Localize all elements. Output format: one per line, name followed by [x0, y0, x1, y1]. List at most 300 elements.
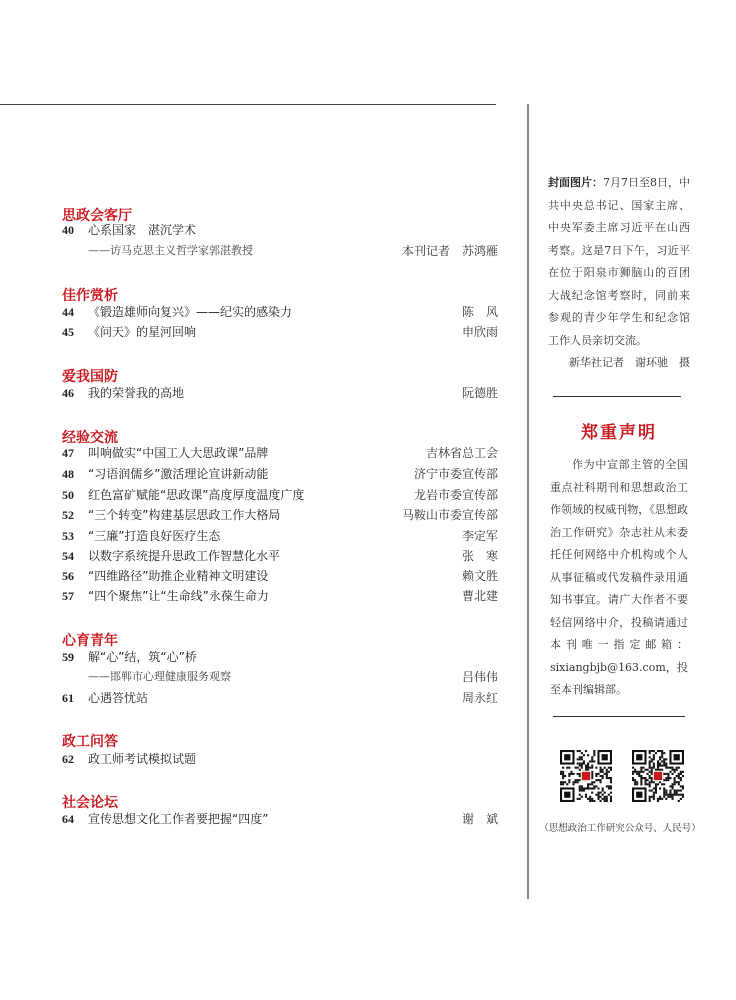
qr-module	[595, 779, 597, 781]
qr-module	[674, 779, 676, 781]
qr-module	[672, 785, 674, 787]
qr-module	[579, 773, 581, 775]
qr-module	[589, 798, 591, 800]
qr-module	[606, 796, 608, 798]
qr-module	[602, 754, 608, 760]
qr-module	[669, 790, 671, 792]
page-number: 45	[62, 325, 74, 339]
qr-module	[610, 779, 612, 781]
qr-module	[562, 767, 564, 769]
qr-module	[676, 775, 678, 777]
qr-module	[661, 765, 663, 767]
qr-module	[600, 771, 602, 773]
qr-module	[579, 765, 581, 767]
qr-module	[651, 767, 653, 769]
qr-module	[640, 777, 642, 779]
article-author: 马鞍山市委宣传部	[401, 508, 498, 522]
qr-module	[636, 792, 642, 798]
section-title: 社会论坛	[62, 795, 118, 811]
qr-module	[649, 783, 651, 785]
toc-entry[interactable]	[62, 547, 498, 565]
article-author: 赖文胜	[461, 569, 498, 583]
qr-module	[606, 785, 608, 787]
qr-module	[589, 787, 591, 789]
page-number: 50	[62, 488, 74, 502]
article-title: 心遇答忧站	[88, 691, 149, 705]
qr-module	[669, 785, 671, 787]
toc-entry[interactable]	[62, 465, 498, 483]
qr-module	[579, 779, 581, 781]
qr-module	[674, 790, 676, 792]
photo-credit: 新华社记者 谢环驰 摄	[569, 356, 690, 369]
article-title: “三廉”打造良好医疗生态	[88, 529, 221, 543]
qr-module	[579, 785, 581, 787]
article-author: 龙岩市委宣传部	[413, 488, 498, 502]
qr-module	[651, 750, 653, 752]
qr-module	[579, 775, 581, 777]
article-author: 李定军	[461, 529, 498, 543]
qr-code-icon	[560, 750, 612, 802]
qr-module	[674, 754, 680, 760]
qr-module	[663, 758, 665, 760]
qr-module	[651, 777, 653, 779]
toc-entry[interactable]	[62, 689, 498, 707]
qr-module	[591, 787, 593, 789]
qr-module	[678, 773, 680, 775]
qr-module	[657, 800, 659, 802]
qr-module	[595, 785, 597, 787]
article-author: 谢 斌	[461, 812, 498, 826]
qr-module	[680, 785, 682, 787]
qr-module	[665, 790, 667, 792]
page-number: 57	[62, 589, 74, 603]
qr-module	[653, 750, 655, 752]
qr-module	[560, 783, 562, 785]
qr-module	[674, 769, 676, 771]
qr-caption: （思想政治工作研究公众号、人民号）	[539, 823, 701, 834]
qr-module	[600, 792, 602, 794]
qr-module	[591, 777, 593, 779]
toc-entry[interactable]	[62, 384, 498, 402]
qr-module	[568, 767, 570, 769]
qr-module	[582, 772, 590, 780]
toc-entry[interactable]	[62, 567, 498, 585]
qr-module	[676, 792, 678, 794]
qr-module	[665, 779, 667, 781]
qr-module	[589, 800, 591, 802]
qr-module	[610, 769, 612, 771]
qr-module	[591, 758, 593, 760]
qr-module	[642, 767, 644, 769]
qr-module	[661, 798, 663, 800]
qr-module	[562, 777, 564, 779]
qr-module	[654, 772, 662, 780]
qr-module	[634, 771, 636, 773]
qr-module	[562, 775, 564, 777]
qr-module	[587, 783, 589, 785]
toc-entry[interactable]	[62, 303, 498, 321]
toc-entry[interactable]	[62, 221, 498, 239]
qr-module	[651, 779, 653, 781]
qr-module	[636, 771, 638, 773]
qr-module	[602, 794, 604, 796]
qr-module	[636, 754, 642, 760]
qr-module	[649, 765, 651, 767]
article-author: 本刊记者 苏鸿雁	[401, 244, 498, 258]
qr-module	[602, 790, 604, 792]
toc-entry[interactable]	[62, 486, 498, 504]
qr-module	[564, 775, 566, 777]
qr-module	[600, 767, 602, 769]
qr-module	[610, 781, 612, 783]
article-title: 心系国家 湛沉学术	[88, 223, 197, 237]
qr-module	[667, 796, 669, 798]
qr-module	[649, 785, 651, 787]
qr-module	[651, 781, 653, 783]
qr-module	[600, 800, 602, 802]
qr-code-wechat[interactable]	[560, 750, 612, 802]
qr-module	[610, 792, 612, 794]
qr-module	[593, 750, 595, 752]
page-number: 53	[62, 529, 74, 543]
qr-module	[653, 798, 655, 800]
qr-module	[653, 758, 655, 760]
qr-module	[577, 798, 579, 800]
qr-module	[579, 756, 581, 758]
qr-module	[672, 769, 674, 771]
qr-module	[568, 779, 570, 781]
qr-module	[632, 773, 634, 775]
qr-module	[602, 798, 604, 800]
qr-module	[591, 800, 593, 802]
qr-module	[663, 794, 665, 796]
qr-module	[634, 769, 636, 771]
qr-module	[676, 790, 678, 792]
qr-module	[575, 781, 577, 783]
qr-module	[636, 773, 638, 775]
qr-module	[680, 790, 682, 792]
qr-module	[597, 779, 599, 781]
qr-module	[644, 769, 646, 771]
qr-module	[636, 781, 638, 783]
qr-module	[665, 762, 667, 764]
toc-entry[interactable]	[62, 444, 498, 462]
qr-module	[672, 798, 674, 800]
qr-module	[572, 781, 574, 783]
section-title: 经验交流	[62, 430, 118, 446]
toc-entry[interactable]	[62, 323, 498, 341]
qr-module	[570, 773, 572, 775]
qr-module	[649, 800, 651, 802]
cover-caption-label: 封面图片：	[548, 176, 603, 189]
article-subtitle: ——邯郸市心理健康服务观察	[88, 670, 231, 683]
qr-module	[678, 790, 680, 792]
qr-module	[610, 767, 612, 769]
qr-module	[640, 775, 642, 777]
qr-module	[663, 760, 665, 762]
qr-module	[682, 775, 684, 777]
qr-module	[655, 752, 657, 754]
qr-module	[640, 767, 642, 769]
toc-entry[interactable]	[62, 810, 498, 828]
qr-module	[600, 781, 602, 783]
qr-module	[597, 794, 599, 796]
qr-module	[659, 798, 661, 800]
qr-module	[657, 783, 659, 785]
article-title: 解“心”结，筑“心”桥	[88, 650, 197, 664]
article-subtitle: ——访马克思主义哲学家郭湛教授	[88, 244, 253, 257]
qr-module	[581, 752, 583, 754]
toc-entry[interactable]	[62, 527, 498, 545]
qr-module	[667, 794, 669, 796]
qr-module	[659, 787, 661, 789]
qr-module	[572, 773, 574, 775]
toc-entry-subtitle[interactable]	[62, 668, 498, 686]
qr-module	[581, 796, 583, 798]
qr-module	[640, 779, 642, 781]
qr-module	[581, 790, 583, 792]
qr-module	[659, 765, 661, 767]
qr-module	[651, 790, 653, 792]
qr-module	[595, 767, 597, 769]
qr-module	[663, 792, 665, 794]
qr-module	[640, 771, 642, 773]
article-title: 红色富矿赋能“思政课”高度厚度温度广度	[88, 488, 305, 502]
qr-module	[593, 785, 595, 787]
qr-module	[575, 779, 577, 781]
qr-module	[649, 796, 651, 798]
page-number: 40	[62, 223, 74, 237]
qr-module	[640, 769, 642, 771]
qr-module	[602, 769, 604, 771]
qr-module	[602, 787, 604, 789]
qr-module	[678, 781, 680, 783]
qr-module	[583, 790, 585, 792]
qr-module	[644, 783, 646, 785]
qr-module	[665, 773, 667, 775]
qr-module	[659, 781, 661, 783]
qr-module	[591, 760, 593, 762]
qr-module	[682, 794, 684, 796]
qr-module	[653, 754, 655, 756]
toc-entry[interactable]	[62, 750, 498, 768]
qr-module	[678, 775, 680, 777]
qr-module	[585, 769, 587, 771]
qr-module	[602, 771, 604, 773]
qr-module	[562, 773, 564, 775]
qr-module	[568, 781, 570, 783]
qr-module	[667, 767, 669, 769]
qr-module	[665, 767, 667, 769]
qr-module	[680, 777, 682, 779]
qr-module	[587, 769, 589, 771]
qr-module	[649, 756, 651, 758]
qr-module	[672, 796, 674, 798]
qr-module	[665, 758, 667, 760]
qr-module	[659, 762, 661, 764]
qr-module	[581, 765, 583, 767]
qr-module	[672, 794, 674, 796]
qr-module	[593, 800, 595, 802]
qr-module	[674, 777, 676, 779]
article-author: 周永红	[461, 691, 498, 705]
qr-module	[577, 750, 579, 752]
qr-module	[604, 767, 606, 769]
page-number: 61	[62, 691, 74, 705]
notice-text: 作为中宣部主管的全国重点社科期刊和思想政治工作领域的权威刊物，《思想政治工作研究》杂志社从未委托任何网络中介机构或个人从事征稿或代发稿件录用通知书事宜。请广大作者不要轻信网络中介，投稿请通过本刊唯一指定邮箱：sixiangbjb@163.com，投至本刊编辑部。	[550, 458, 688, 696]
qr-module	[674, 783, 676, 785]
qr-module	[595, 794, 597, 796]
qr-module	[649, 798, 651, 800]
sidebar-rule	[553, 716, 685, 717]
qr-module	[663, 783, 665, 785]
qr-module	[657, 762, 659, 764]
qr-module	[585, 794, 587, 796]
qr-module	[649, 752, 651, 754]
qr-module	[647, 779, 649, 781]
qr-module	[659, 756, 661, 758]
article-title: 我的荣誉我的高地	[88, 386, 185, 400]
article-title: 《锻造雄师向复兴》——纪实的感染力	[88, 305, 293, 319]
qr-module	[577, 762, 579, 764]
qr-module	[682, 771, 684, 773]
qr-module	[593, 787, 595, 789]
qr-module	[589, 783, 591, 785]
qr-module	[606, 798, 608, 800]
qr-module	[579, 750, 581, 752]
qr-module	[597, 792, 599, 794]
qr-module	[587, 762, 589, 764]
qr-module	[587, 798, 589, 800]
qr-module	[657, 767, 659, 769]
qr-module	[667, 779, 669, 781]
article-title: 以数字系统提升思政工作智慧化水平	[88, 549, 281, 563]
qr-module	[669, 794, 671, 796]
qr-module	[579, 790, 581, 792]
qr-module	[591, 781, 593, 783]
qr-module	[566, 767, 568, 769]
cover-caption-text: 7月7日至8日，中共中央总书记、国家主席、中央军委主席习近平在山西考察。这是7日下午，习近平在位于阳泉市狮脑山的百团大战纪念馆考察时，同前来参观的青少年学生和纪念馆工作人员亲切交流。	[548, 176, 690, 347]
qr-module	[632, 779, 634, 781]
qr-module	[606, 777, 608, 779]
qr-module	[604, 773, 606, 775]
qr-module	[564, 792, 570, 798]
qr-module	[577, 773, 579, 775]
qr-module	[657, 765, 659, 767]
qr-code-icon	[632, 750, 684, 802]
qr-module	[638, 773, 640, 775]
qr-module	[655, 787, 657, 789]
qr-module	[680, 794, 682, 796]
qr-module	[579, 769, 581, 771]
qr-module	[663, 779, 665, 781]
qr-module	[568, 773, 570, 775]
qr-module	[655, 790, 657, 792]
qr-module	[653, 781, 655, 783]
top-rule	[0, 104, 496, 105]
qr-module	[665, 765, 667, 767]
section-title: 政工问答	[62, 734, 118, 750]
qr-module	[647, 773, 649, 775]
qr-module	[610, 796, 612, 798]
article-title: 政工师考试模拟试题	[88, 752, 197, 766]
qr-module	[676, 794, 678, 796]
qr-module	[678, 777, 680, 779]
qr-module	[606, 800, 608, 802]
qr-module	[581, 767, 583, 769]
article-author: 陈 风	[461, 305, 498, 319]
article-author: 申欣雨	[461, 325, 498, 339]
page-number: 44	[62, 305, 74, 319]
toc-entry[interactable]	[62, 587, 498, 605]
qr-module	[680, 771, 682, 773]
page-number: 47	[62, 446, 74, 460]
qr-module	[597, 796, 599, 798]
qr-module	[657, 750, 659, 752]
qr-module	[591, 798, 593, 800]
toc-entry[interactable]	[62, 506, 498, 524]
page-number: 62	[62, 752, 74, 766]
article-title: “三个转变”构建基层思政工作大格局	[88, 508, 281, 522]
qr-module	[659, 769, 661, 771]
qr-module	[663, 762, 665, 764]
qr-module	[570, 771, 572, 773]
qr-module	[661, 769, 663, 771]
qr-module	[678, 783, 680, 785]
page-number: 54	[62, 549, 74, 563]
article-author: 曹北建	[461, 589, 498, 603]
qr-module	[610, 800, 612, 802]
qr-module	[606, 771, 608, 773]
qr-module	[653, 787, 655, 789]
qr-module	[604, 796, 606, 798]
toc-entry-subtitle[interactable]	[62, 242, 498, 260]
article-author: 阮德胜	[461, 386, 498, 400]
qr-module	[579, 794, 581, 796]
qr-module	[651, 760, 653, 762]
qr-module	[665, 798, 667, 800]
qr-module	[640, 783, 642, 785]
qr-module	[672, 767, 674, 769]
qr-module	[676, 781, 678, 783]
qr-module	[560, 773, 562, 775]
qr-module	[667, 775, 669, 777]
article-title: “四个聚焦”让“生命线”永葆生命力	[88, 589, 269, 603]
qr-module	[604, 798, 606, 800]
qr-module	[591, 783, 593, 785]
qr-module	[634, 779, 636, 781]
qr-module	[560, 781, 562, 783]
qr-module	[649, 775, 651, 777]
qr-module	[655, 792, 657, 794]
qr-module	[669, 777, 671, 779]
qr-module	[602, 775, 604, 777]
toc-entry[interactable]	[62, 648, 498, 666]
page-number: 48	[62, 467, 74, 481]
qr-module	[562, 781, 564, 783]
qr-module	[663, 765, 665, 767]
qr-module	[583, 760, 585, 762]
qr-module	[634, 783, 636, 785]
qr-module	[579, 787, 581, 789]
qr-module	[663, 752, 665, 754]
qr-module	[600, 769, 602, 771]
qr-module	[644, 781, 646, 783]
column-divider	[527, 104, 529, 899]
qr-code-renminhao[interactable]	[632, 750, 684, 802]
qr-module	[587, 767, 589, 769]
qr-module	[585, 765, 587, 767]
